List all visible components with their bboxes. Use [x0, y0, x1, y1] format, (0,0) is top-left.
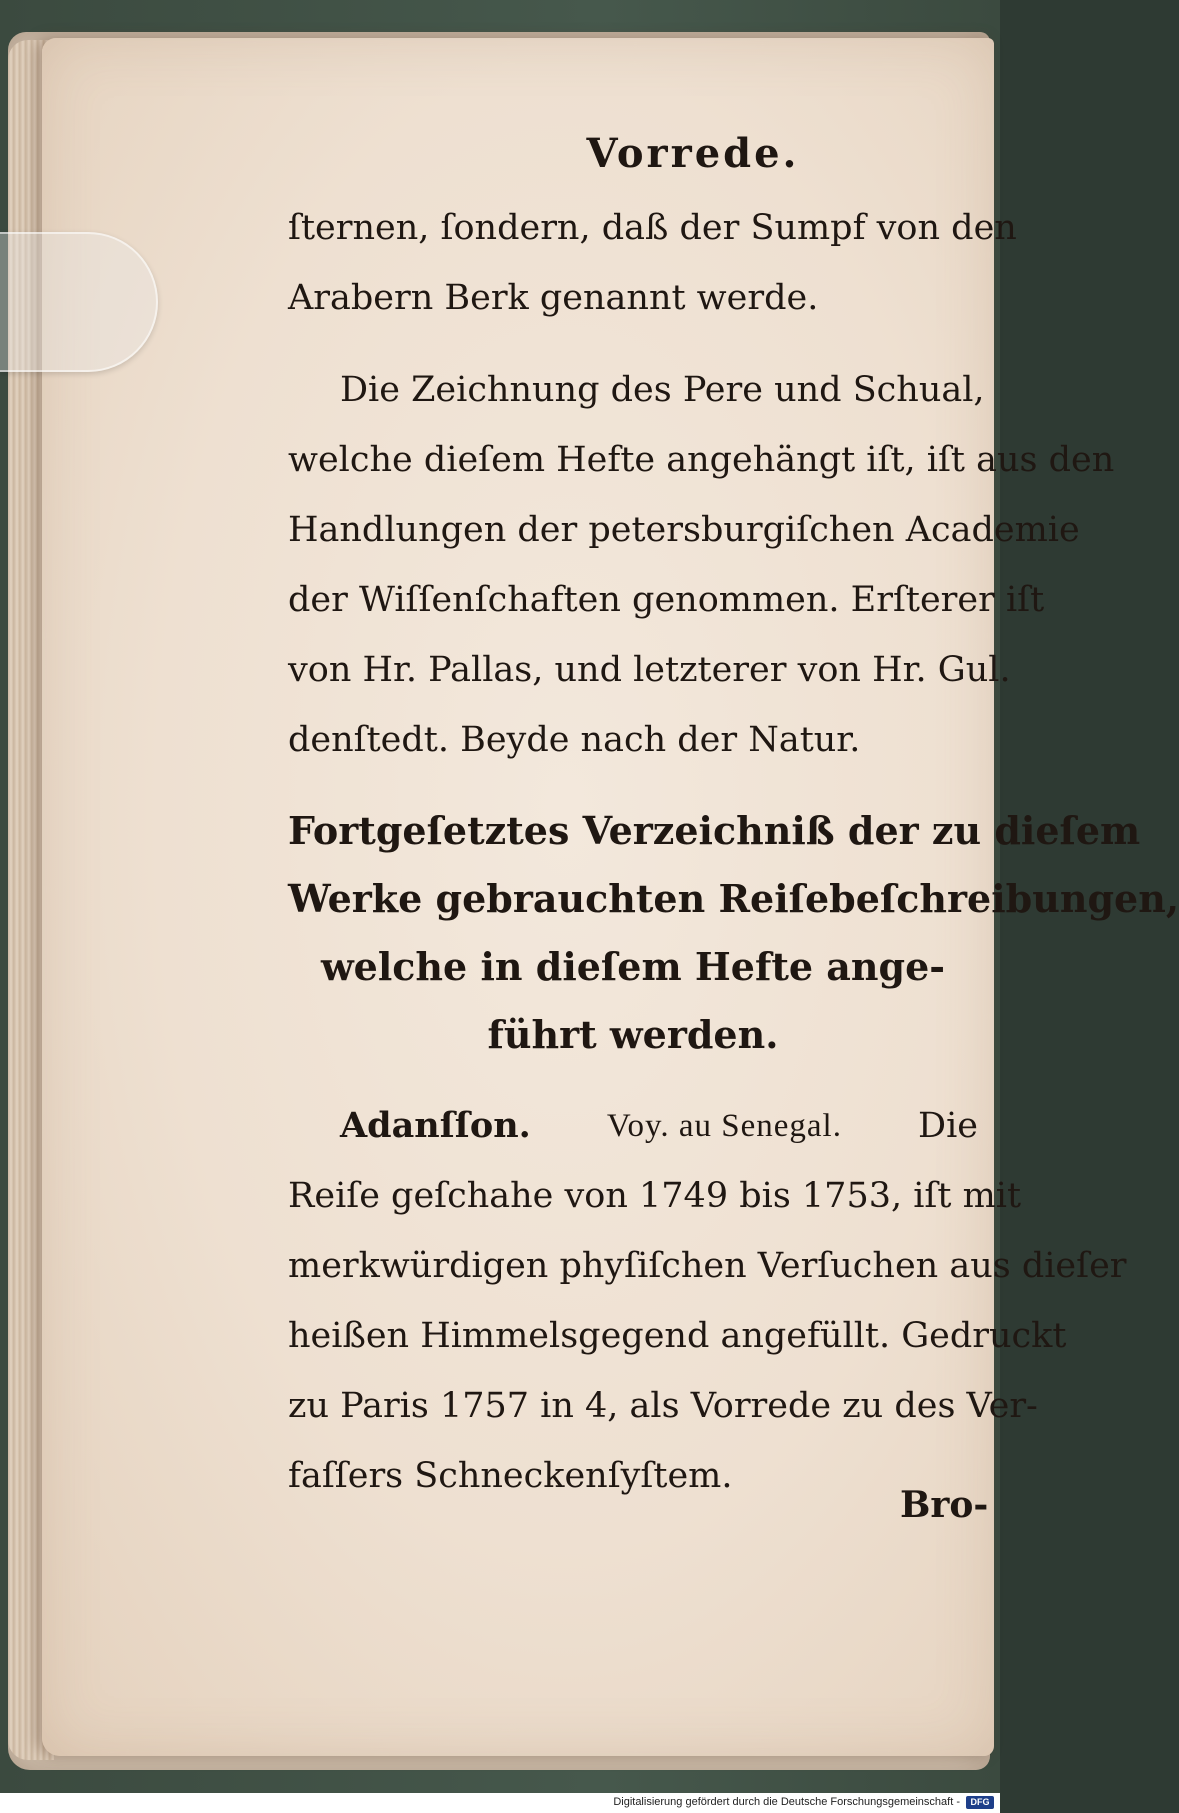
paragraph-1 — [288, 193, 1017, 333]
section-heading — [288, 797, 1179, 1069]
bibliography-entry — [288, 1091, 1127, 1511]
text-line: faſſers Schneckenſyſtem. — [288, 1456, 733, 1496]
text-line: zu Paris 1757 in 4, als Vorrede zu des Ver- — [288, 1386, 1038, 1426]
catchword: Bro- — [900, 1484, 989, 1526]
text-line: merkwürdigen phyſiſchen Verſuchen aus dieſer — [288, 1246, 1127, 1286]
page-clip — [0, 232, 158, 372]
text-line: denſtedt. Beyde nach der Natur. — [288, 720, 861, 760]
text-line: heißen Himmelsgegend angefüllt. Gedruckt — [288, 1316, 1067, 1356]
heading-line: welche in dieſem Hefte ange- — [320, 944, 946, 989]
heading-line: Werke gebrauchten Reiſebeſchreibungen, — [288, 876, 1179, 921]
text-line: welche dieſem Hefte angehängt iſt, iſt aus den — [288, 440, 1115, 480]
entry-author: Adanſſon. — [340, 1105, 531, 1146]
paragraph-2 — [288, 355, 985, 425]
dfg-logo: DFG — [966, 1796, 994, 1809]
text-line: der Wiſſenſchaften genommen. Erſterer iſt — [288, 580, 1045, 620]
entry-title: Voy. au Senegal. — [606, 1108, 842, 1144]
heading-line: Fortgeſetztes Verzeichniß der zu dieſem — [288, 808, 1141, 853]
text-line: Die Zeichnung des Pere und Schual, — [340, 370, 985, 410]
text-line: Handlungen der petersburgiſchen Academie — [288, 510, 1080, 550]
text-line: Arabern Berk genannt werde. — [288, 278, 819, 318]
heading-line: führt werden. — [487, 1012, 779, 1057]
running-header: Vorrede. — [586, 130, 800, 177]
page-text — [288, 130, 1179, 1511]
paragraph-2-cont — [288, 425, 1115, 775]
text-line: Reiſe geſchahe von 1749 bis 1753, iſt mit — [288, 1176, 1022, 1216]
entry-first-line — [288, 1091, 978, 1161]
entry-line-end: Die — [918, 1106, 978, 1146]
footer-credit: Digitalisierung gefördert durch die Deutsche Forschungsgemeinschaft - — [613, 1796, 960, 1808]
text-line: von Hr. Pallas, und letzterer von Hr. Gul. — [288, 650, 1011, 690]
text-line: ſternen, ſondern, daß der Sumpf von den — [288, 208, 1017, 248]
digitization-footer — [0, 1793, 1000, 1813]
